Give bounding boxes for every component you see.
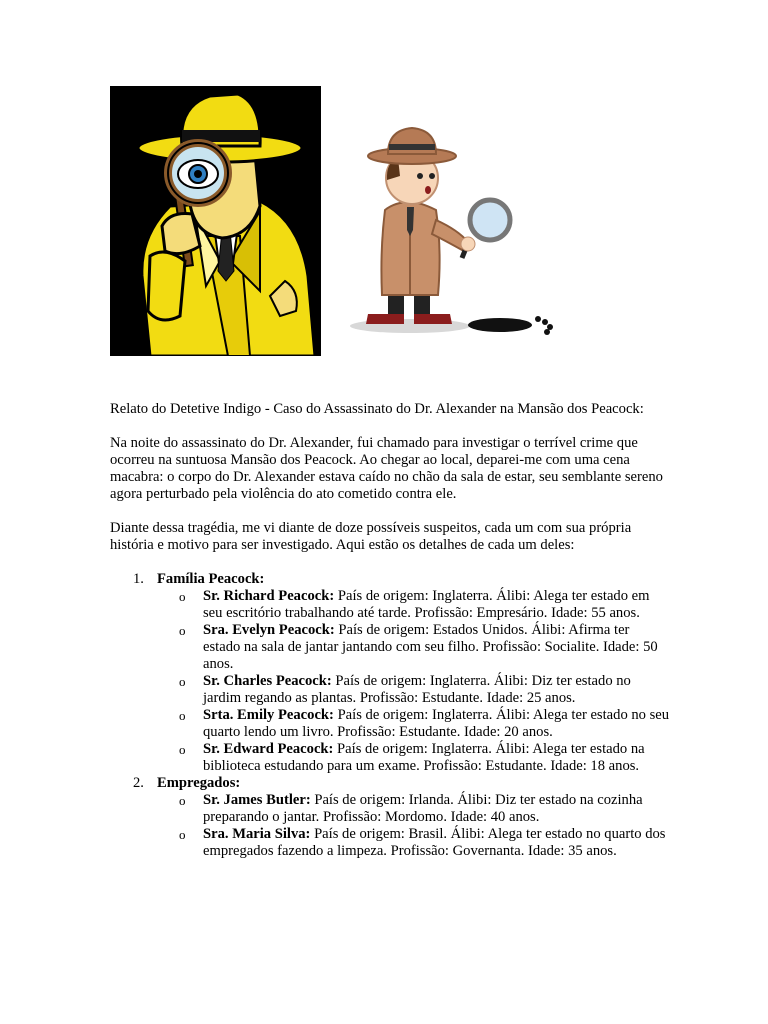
yellow-detective-illustration [110,86,321,356]
suspect-name: Sr. Charles Peacock: [203,673,332,689]
list-item [157,622,670,673]
list-item [157,792,670,826]
bullet-icon: o [179,827,186,842]
group-title: Empregados: [157,775,241,791]
suspect-details: País de origem: Estados Unidos. Álibi: Afirma ter estado na sala de jantar jantando com seu filho. Profissão: Socialite. Idade: 50 anos. [203,622,658,672]
list-item [157,588,670,622]
list-item [157,707,670,741]
suspect-details: País de origem: Brasil. Álibi: Alega ter estado no quarto dos empregados fazendo a limpeza. Profissão: Governanta. Idade: 35 anos. [203,826,666,859]
suspect-details: País de origem: Inglaterra. Álibi: Alega ter estado no seu quarto lendo um livro. Profissão: Estudante. Idade: 20 anos. [203,707,670,740]
suspect-details: País de origem: Irlanda. Álibi: Diz ter estado na cozinha preparando o jantar. Profissão: Mordomo. Idade: 40 anos. [203,792,643,825]
document-heading: Relato do Detetive Indigo - Caso do Assassinato do Dr. Alexander na Mansão dos Peacock: [110,401,644,417]
suspect-details: País de origem: Inglaterra. Álibi: Alega ter estado em seu escritório trabalhando até tarde. Profissão: Empresário. Idade: 55 anos. [203,588,650,621]
suspect-list [157,792,670,860]
intro-paragraph: Na noite do assassinato do Dr. Alexander, fui chamado para investigar o terrível crime que ocorreu na suntuosa Mansão dos Peacock. Ao chegar ao local, deparei-me com uma cena macabra: o corpo do Dr. Alexander estava caído no chão da sala de estar, seu semblante sereno agora perturbado pela violência do ato cometido contra ele. [110,435,663,502]
list-item [157,826,670,860]
suspect-list [157,588,670,775]
list-number: 1. [133,571,144,587]
group-empregados [110,775,670,860]
list-item [157,673,670,707]
suspect-name: Sra. Maria Silva: [203,826,311,842]
suspect-details: País de origem: Inglaterra. Álibi: Diz ter estado no jardim regando as plantas. Profissão: Estudante. Idade: 25 anos. [203,673,631,706]
suspect-name: Sra. Evelyn Peacock: [203,622,335,638]
suspect-groups-list [110,571,670,860]
group-title: Família Peacock: [157,571,265,587]
suspects-paragraph: Diante dessa tragédia, me vi diante de doze possíveis suspeitos, cada um com sua própria história e motivo para ser investigado. Aqui estão os detalhes de cada um deles: [110,520,632,553]
list-number: 2. [133,775,144,791]
bullet-icon: o [179,623,186,638]
list-item [157,741,670,775]
bullet-icon: o [179,742,186,757]
bullet-icon: o [179,793,186,808]
suspect-name: Sr. James Butler: [203,792,311,808]
bullet-icon: o [179,708,186,723]
bullet-icon: o [179,674,186,689]
bullet-icon: o [179,589,186,604]
suspect-name: Sr. Richard Peacock: [203,588,335,604]
cartoon-detective-illustration [340,110,580,346]
document-text [110,401,670,860]
suspect-name: Sr. Edward Peacock: [203,741,334,757]
suspect-name: Srta. Emily Peacock: [203,707,334,723]
group-familia-peacock [110,571,670,775]
suspect-details: País de origem: Inglaterra. Álibi: Alega ter estado na biblioteca estudando para um exame. Profissão: Estudante. Idade: 18 anos. [203,741,645,774]
